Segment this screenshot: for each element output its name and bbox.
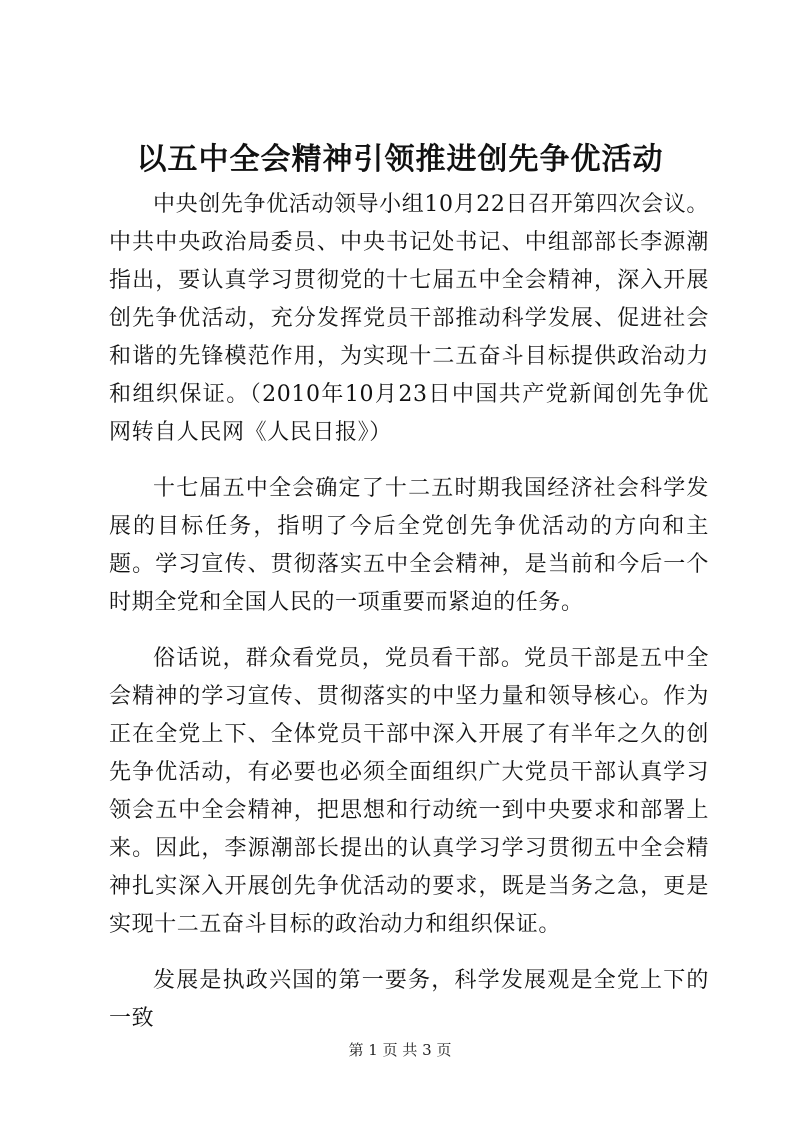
paragraph-1: 中央创先争优活动领导小组10月22日召开第四次会议。中共中央政治局委员、中央书记处书记、中组部部长李源潮指出，要认真学习贯彻党的十七届五中全会精神，深入开展创先争优活动，充分发挥党员干部推动科学发展、促进社会和谐的先锋模范作用，为实现十二五奋斗目标提供政治动力和组织保证。（2010年10月23日中国共产党新闻创先争优网转自人民网《人民日报》）: [109, 192, 709, 445]
document-body: [109, 186, 709, 1056]
document-title: 以五中全会精神引领推进创先争优活动: [136, 142, 664, 177]
paragraph-2: 十七届五中全会确定了十二五时期我国经济社会科学发展的目标任务，指明了今后全党创先争优活动的方向和主题。学习宣传、贯彻落实五中全会精神，是当前和今后一个时期全党和全国人民的一项重要而紧迫的任务。: [109, 476, 709, 615]
paragraph-3: 俗话说，群众看党员，党员看干部。党员干部是五中全会精神的学习宣传、贯彻落实的中坚力量和领导核心。作为正在全党上下、全体党员干部中深入开展了有半年之久的创先争优活动，有必要也必须全面组织广大党员干部认真学习领会五中全会精神，把思想和行动统一到中央要求和部署上来。因此，李源潮部长提出的认真学习学习贯彻五中全会精神扎实深入开展创先争优活动的要求，既是当务之急，更是实现十二五奋斗目标的政治动力和组织保证。: [109, 646, 709, 937]
paragraph-4: 发展是执政兴国的第一要务，科学发展观是全党上下的一致: [109, 968, 709, 1031]
page-number-label: 第 1 页 共 3 页: [348, 1041, 452, 1059]
page-footer: [0, 1040, 800, 1060]
